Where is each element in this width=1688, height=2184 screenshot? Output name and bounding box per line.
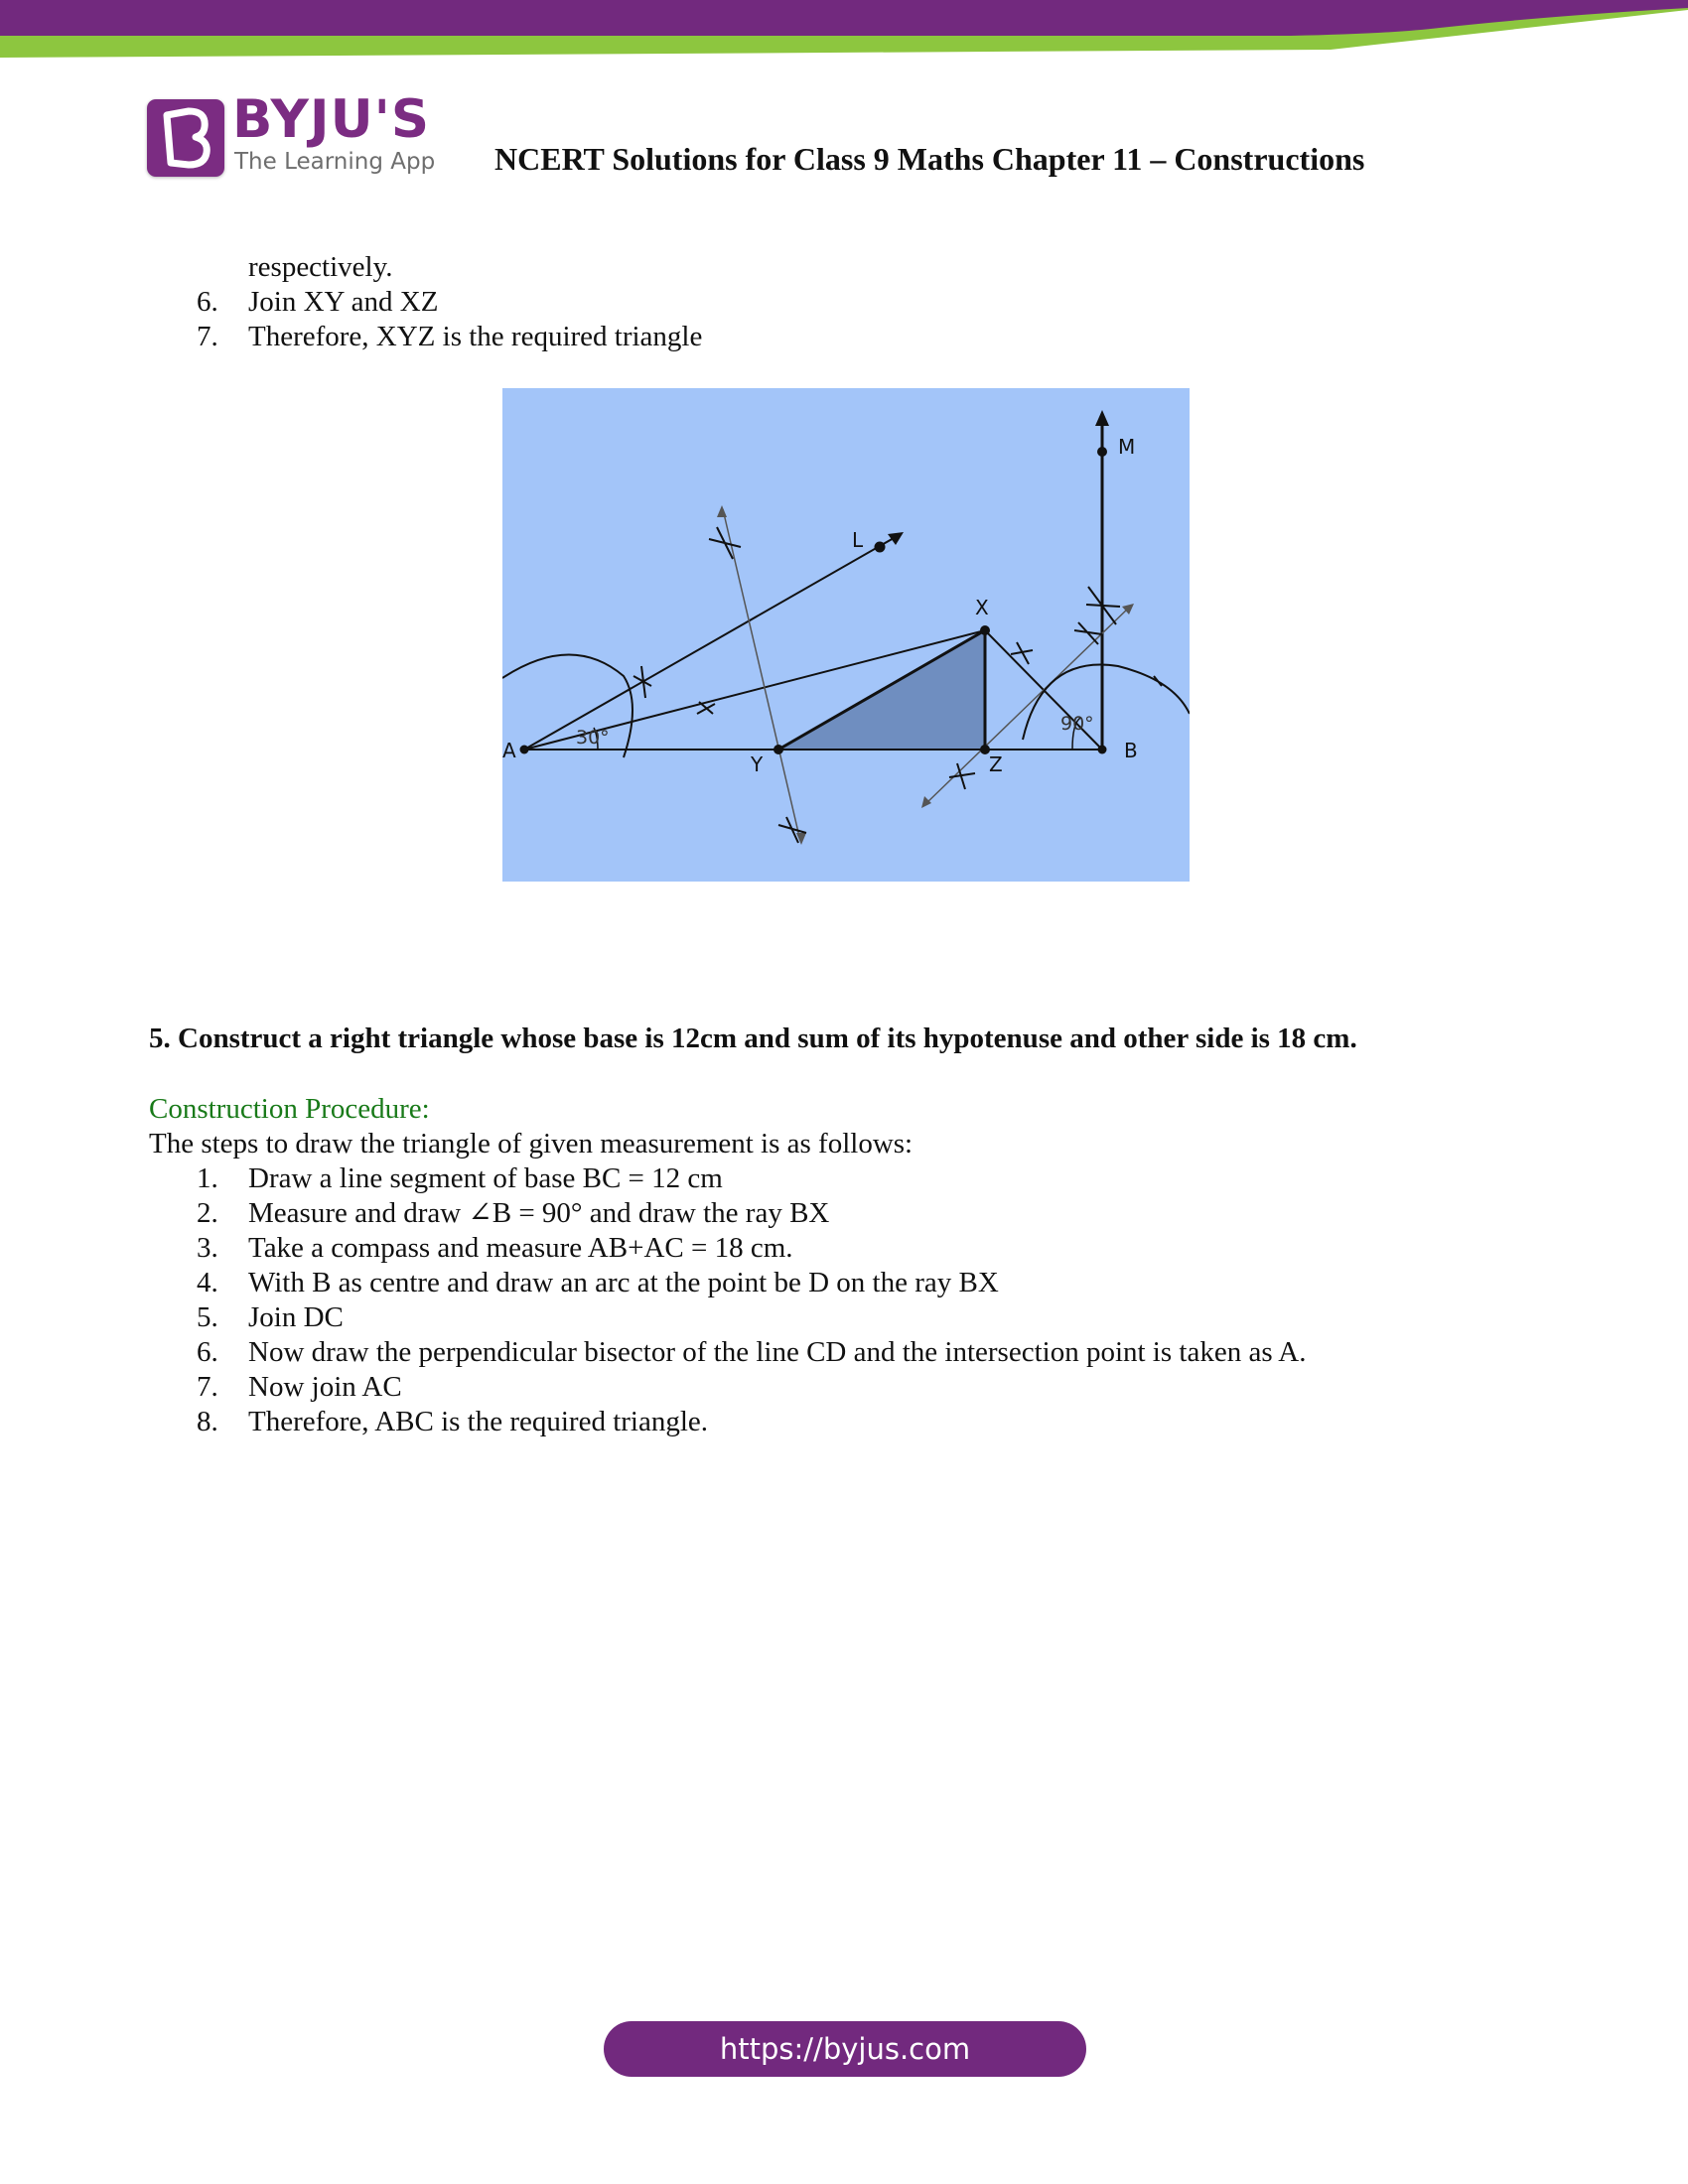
step-number: 8.	[197, 1406, 218, 1437]
step-number: 5.	[197, 1301, 218, 1333]
step-text: Join XY and XZ	[248, 286, 439, 318]
procedure-intro: The steps to draw the triangle of given measurement is as follows:	[149, 1128, 914, 1160]
procedure-steps-list	[197, 1161, 1306, 1439]
bisector-right-arrow-bottom	[921, 796, 931, 808]
previous-steps-list	[197, 285, 702, 354]
step-number: 6.	[197, 286, 218, 318]
point-m	[1097, 447, 1107, 457]
list-item	[197, 1335, 1306, 1370]
byjus-logo	[147, 89, 436, 183]
list-item	[197, 1266, 1306, 1300]
arc-at-b	[1023, 665, 1190, 740]
label-angle-b: 90°	[1060, 713, 1094, 735]
step-text: Join DC	[248, 1301, 344, 1333]
step-number: 3.	[197, 1232, 218, 1264]
construction-figure	[502, 388, 1190, 882]
brand-name: BYJU'S	[232, 89, 431, 150]
step-text: Now draw the perpendicular bisector of the line CD and the intersection point is taken as A.	[248, 1336, 1307, 1368]
step-text: Therefore, ABC is the required triangle.	[248, 1406, 709, 1437]
step-text: Measure and draw ∠B = 90° and draw the ray BX	[248, 1197, 830, 1229]
continuation-text: respectively.	[248, 251, 393, 283]
label-b: B	[1124, 739, 1138, 762]
perpendicular-bm-arrow	[1095, 410, 1109, 426]
list-item	[197, 1300, 1306, 1335]
page-title: NCERT Solutions for Class 9 Maths Chapter 11 – Constructions	[494, 141, 1365, 177]
point-a	[520, 746, 529, 754]
arc-at-a	[502, 654, 633, 757]
label-l: L	[852, 528, 864, 552]
step-number: 6.	[197, 1336, 218, 1368]
step-number: 7.	[197, 321, 218, 352]
step-number: 4.	[197, 1267, 218, 1298]
bisector-left	[723, 509, 800, 841]
brand-tagline: The Learning App	[234, 149, 436, 175]
list-item	[197, 1370, 1306, 1405]
header-decorative-bar	[0, 0, 1688, 60]
procedure-heading: Construction Procedure:	[149, 1093, 430, 1125]
list-item	[197, 1405, 1306, 1439]
point-l	[875, 542, 886, 553]
byjus-logo-icon	[147, 99, 224, 177]
footer-url-link[interactable]: https://byjus.com	[604, 2021, 1086, 2077]
step-number: 2.	[197, 1197, 218, 1229]
label-angle-a: 30°	[576, 727, 610, 749]
list-item	[197, 1196, 1306, 1231]
point-x	[980, 625, 990, 635]
step-text: Therefore, XYZ is the required triangle	[248, 321, 703, 352]
point-b	[1098, 746, 1107, 754]
bisector-left-arrow-top	[717, 505, 727, 517]
ray-al-arrow	[888, 532, 904, 545]
label-m: M	[1118, 435, 1136, 459]
list-item	[197, 285, 702, 320]
label-a: A	[502, 739, 516, 762]
point-y	[774, 745, 783, 754]
step-text: Draw a line segment of base BC = 12 cm	[248, 1162, 723, 1194]
list-item	[197, 1161, 1306, 1196]
step-text: With B as centre and draw an arc at the point be D on the ray BX	[248, 1267, 999, 1298]
list-item	[197, 320, 702, 354]
step-number: 1.	[197, 1162, 218, 1194]
step-text: Take a compass and measure AB+AC = 18 cm.	[248, 1232, 793, 1264]
label-x: X	[975, 596, 989, 619]
step-text: Now join AC	[248, 1371, 402, 1403]
step-number: 7.	[197, 1371, 218, 1403]
question-heading: 5. Construct a right triangle whose base is 12cm and sum of its hypotenuse and other side is 18 cm.	[149, 1023, 1357, 1054]
label-y: Y	[751, 752, 764, 776]
list-item	[197, 1231, 1306, 1266]
label-z: Z	[989, 752, 1003, 776]
